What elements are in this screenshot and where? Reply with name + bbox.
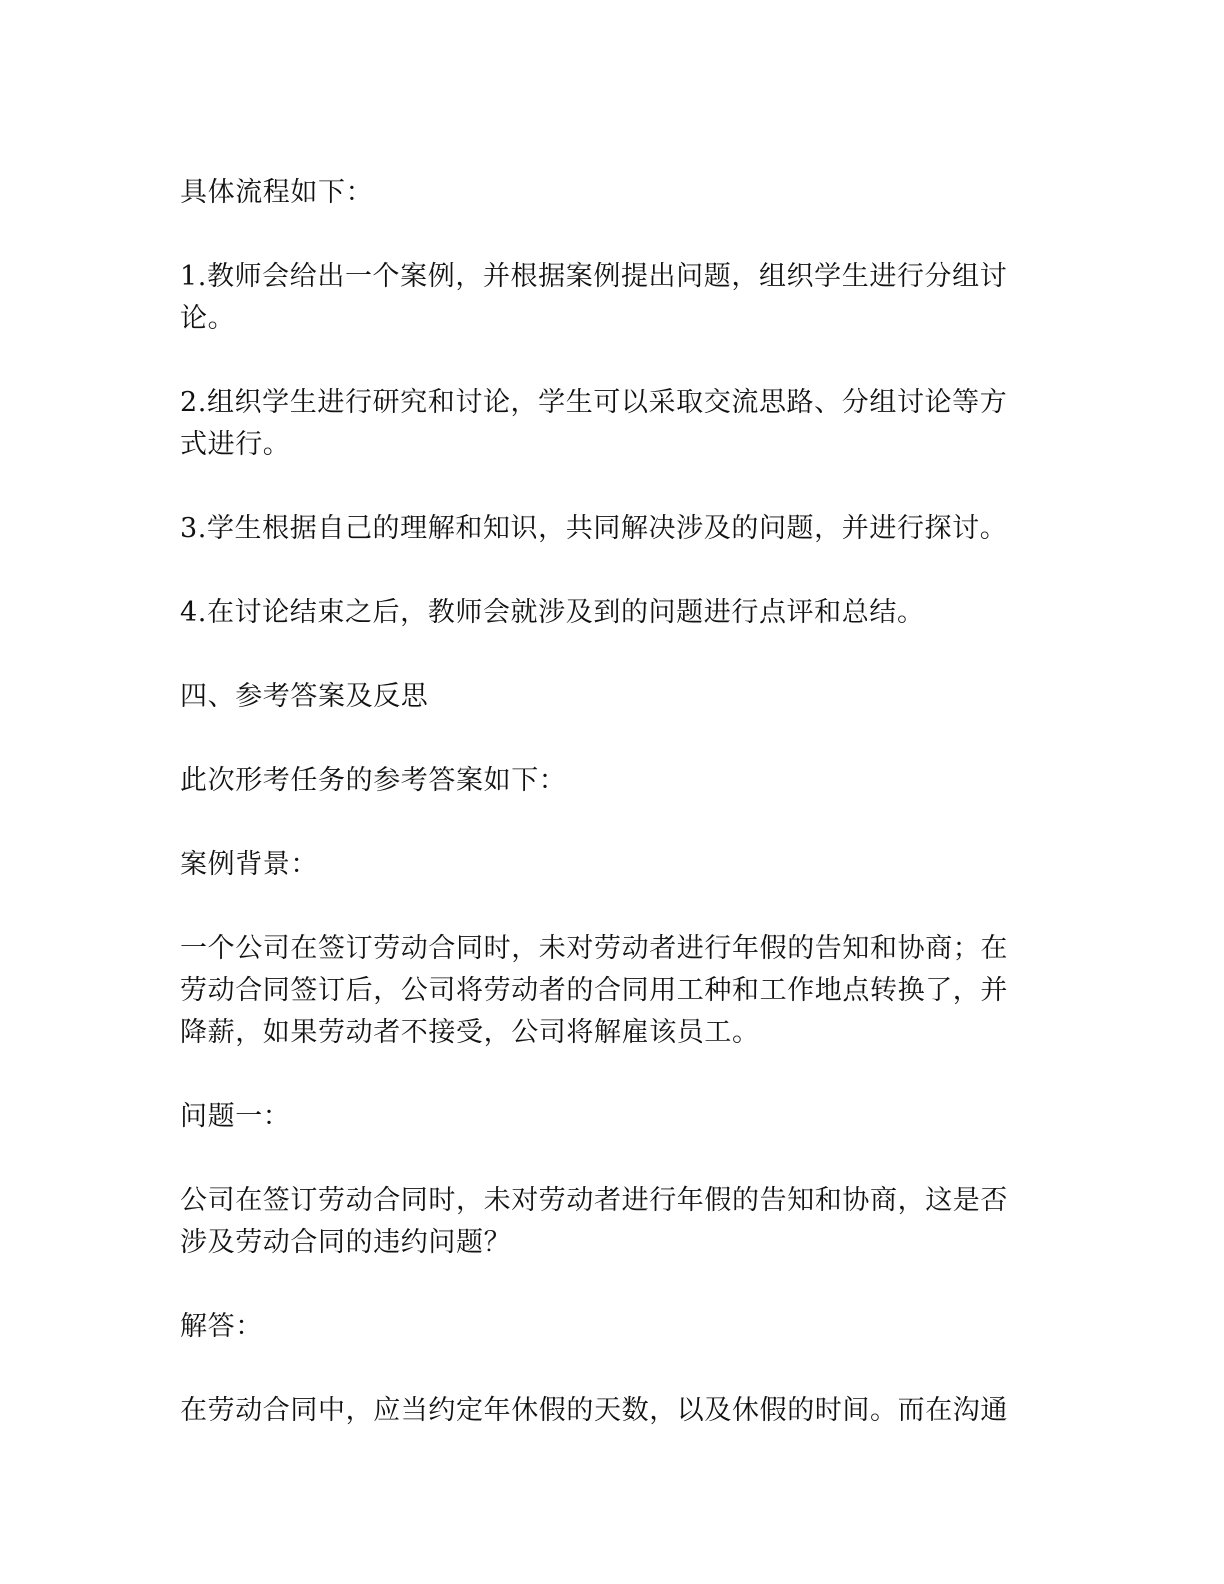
- paragraph-answer: 在劳动合同中，应当约定年休假的天数，以及休假的时间。而在沟通: [180, 1395, 1008, 1426]
- paragraph-process-intro: 具体流程如下：: [180, 177, 374, 208]
- paragraph-step-3: 3.学生根据自己的理解和知识，共同解决涉及的问题，并进行探讨。: [180, 513, 1008, 544]
- section-heading-answers: 四、参考答案及反思: [180, 681, 429, 712]
- label-answer: 解答：: [180, 1311, 263, 1342]
- paragraph-step-2: 2.组织学生进行研究和讨论，学生可以采取交流思路、分组讨论等方式进行。: [180, 387, 1008, 460]
- document-body: [180, 172, 1030, 1474]
- label-question-1: 问题一：: [180, 1101, 291, 1132]
- paragraph-step-4: 4.在讨论结束之后，教师会就涉及到的问题进行点评和总结。: [180, 597, 925, 628]
- paragraph-case-background: 一个公司在签订劳动合同时，未对劳动者进行年假的告知和协商；在劳动合同签订后，公司将劳动者的合同用工种和工作地点转换了，并降薪，如果劳动者不接受，公司将解雇该员工。: [180, 933, 1008, 1048]
- paragraph-question-1: 公司在签订劳动合同时，未对劳动者进行年假的告知和协商，这是否涉及劳动合同的违约问题？: [180, 1185, 1008, 1258]
- paragraph-answers-intro: 此次形考任务的参考答案如下：: [180, 765, 567, 796]
- label-case-background: 案例背景：: [180, 849, 318, 880]
- paragraph-step-1: 1.教师会给出一个案例，并根据案例提出问题，组织学生进行分组讨论。: [180, 261, 1008, 334]
